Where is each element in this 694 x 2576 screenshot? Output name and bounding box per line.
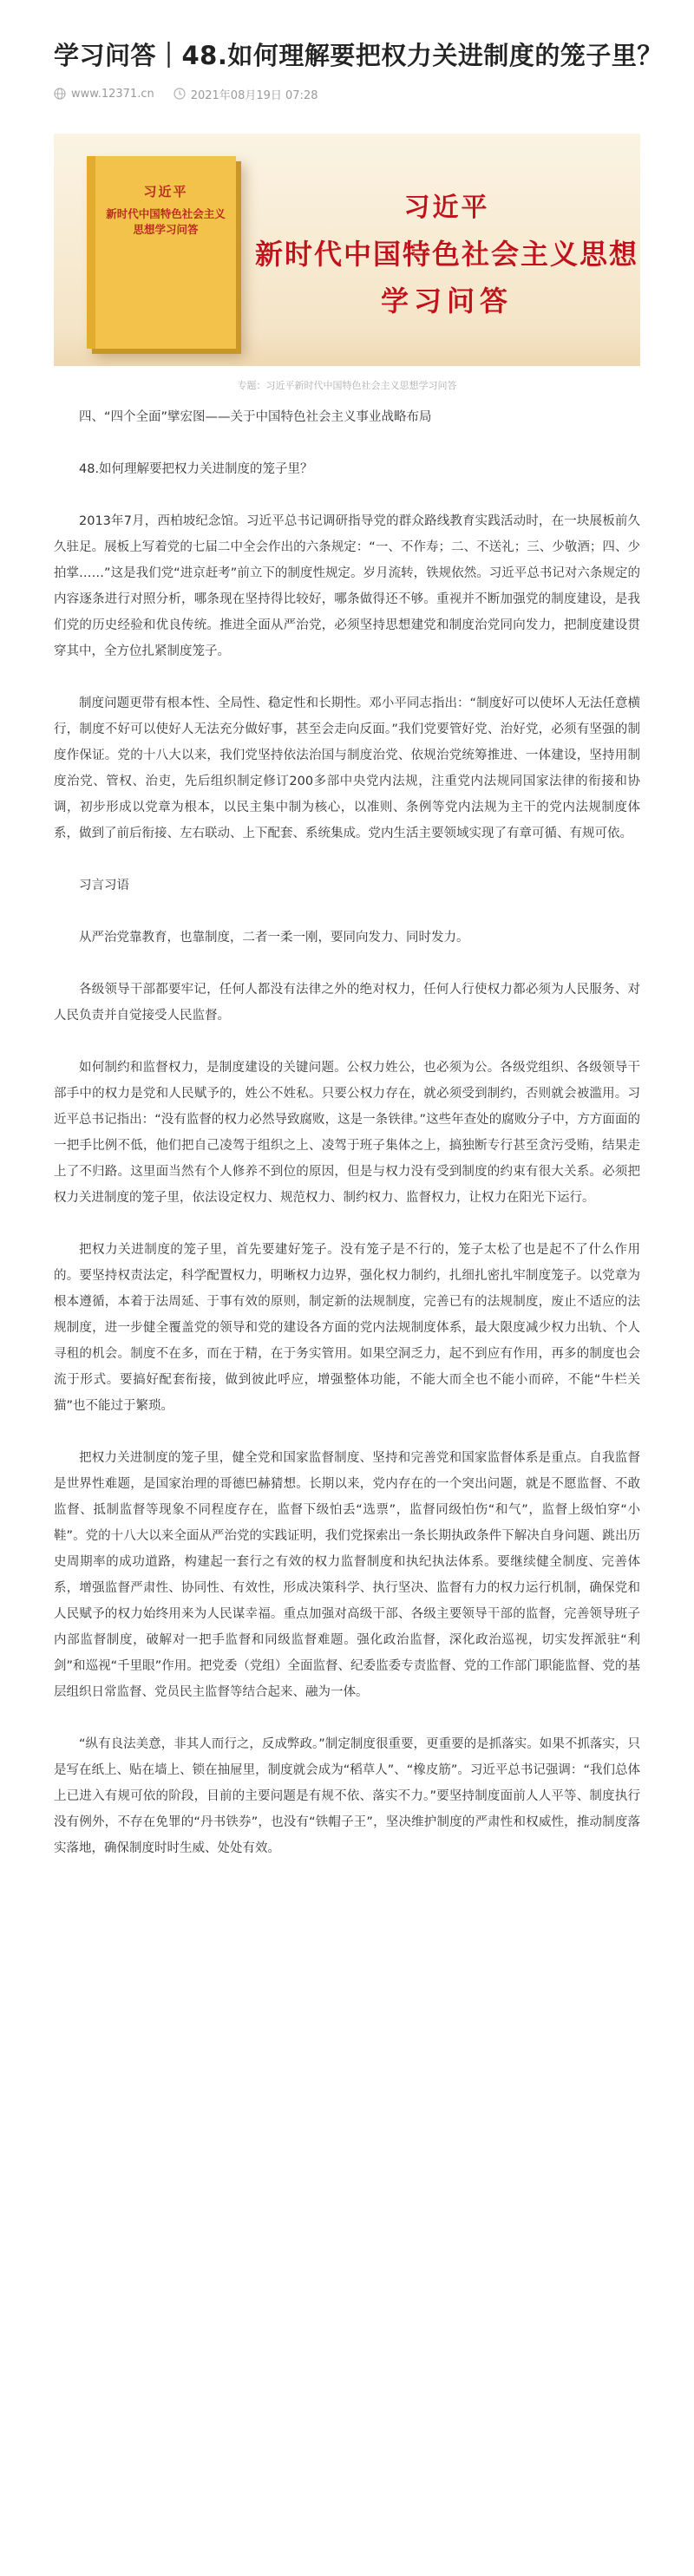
paragraph: 2013年7月，西柏坡纪念馆。习近平总书记调研指导党的群众路线教育实践活动时，在一块展板前久久驻足。展板上写着党的七届二中全会作出的六条规定：“一、不作寿；二、不送礼；三、少敬酒；四、少拍掌……”这是我们党“进京赶考”前立下的制度性规定。岁月流转，铁规依然。习近平总书记对六条规定的内容逐条进行对照分析，哪条现在坚持得比较好，哪条做得还不够。重视并不断加强党的制度建设，是我们党的历史经验和优良传统。推进全面从严治党，必须坚持思想建党和制度治党同向发力，把制度建设贯穿其中，全方位扎紧制度笼子。 <box>54 514 640 658</box>
banner-image <box>54 134 640 366</box>
book-author: 习近平 <box>143 184 188 199</box>
paragraph: 制度问题更带有根本性、全局性、稳定性和长期性。邓小平同志指出：“制度好可以使坏人无法任意横行，制度不好可以使好人无法充分做好事，甚至会走向反面。”我们党要管好党、治好党，必须有坚强的制度作保证。党的十八大以来，我们党坚持依法治国与制度治党、依规治党统筹推进、一体建设，坚持用制度治党、管权、治吏，先后组织制定修订200多部中央党内法规，注重党内法规同国家法律的衔接和协调，初步形成以党章为根本，以民主集中制为核心，以准则、条例等党内法规为主干的党内法规制度体系，做到了前后衔接、左右联动、上下配套、系统集成。党内生活主要领域实现了有章可循、有规可依。 <box>54 696 640 840</box>
page-title: 学习问答｜48.如何理解要把权力关进制度的笼子里？ <box>54 41 663 70</box>
banner-line-2: 新时代中国特色社会主义思想 <box>254 238 638 271</box>
source-link[interactable]: www.12371.cn <box>71 87 154 101</box>
subheading: 习言习语 <box>79 879 129 892</box>
paragraph: 如何制约和监督权力，是制度建设的关键问题。公权力姓公，也必须为公。各级党组织、各级领导干部手中的权力是党和人民赋予的，姓公不姓私。只要公权力存在，就必须受到制约，否则就会被滥用。习近平总书记指出：“没有监督的权力必然导致腐败，这是一条铁律。”这些年查处的腐败分子中，方方面面的一把手比例不低，他们把自己凌驾于组织之上、凌驾于班子集体之上，搞独断专行甚至贪污受贿，结果走上了不归路。这里面当然有个人修养不到位的原因，但是与权力没有受到制度的约束有很大关系。必须把权力关进制度的笼子里，依法设定权力、规范权力、制约权力、监督权力，让权力在阳光下运行。 <box>54 1061 640 1205</box>
section-heading: 四、“四个全面”擘宏图——关于中国特色社会主义事业战略布局 <box>79 410 432 424</box>
article-meta <box>54 85 640 102</box>
paragraph: 各级领导干部都要牢记，任何人都没有法律之外的绝对权力，任何人行使权力都必须为人民服务、对人民负责并自觉接受人民监督。 <box>54 983 640 1023</box>
paragraph: 把权力关进制度的笼子里，首先要建好笼子。没有笼子是不行的，笼子太松了也是起不了什么作用的。要坚持权责法定，科学配置权力，明晰权力边界，强化权力制约，扎细扎密扎牢制度笼子。以党章为根本遵循，本着于法周延、于事有效的原则，制定新的法规制度，完善已有的法规制度，废止不适应的法规制度，进一步健全覆盖党的领导和党的建设各方面的党内法规制度体系，最大限度减少权力出轨、个人寻租的机会。制度不在多，而在于精，在于务实管用。如果空洞乏力，起不到应有作用，再多的制度也会流于形式。要搞好配套衔接，做到彼此呼应，增强整体功能，不能大而全也不能小而碎，不能“牛栏关猫”也不能过于繁琐。 <box>54 1243 640 1413</box>
paragraph: “纵有良法美意，非其人而行之，反成弊政。”制定制度很重要，更重要的是抓落实。如果不抓落实，只是写在纸上、贴在墙上、锁在抽屉里，制度就会成为“稻草人”、“橡皮筋”。习近平总书记强调：“我们总体上已进入有规可依的阶段，目前的主要问题是有规不依、落实不力。”要坚持制度面前人人平等、制度执行没有例外，不存在免罪的“丹书铁券”，也没有“铁帽子王”，坚决维护制度的严肃性和权威性，推动制度落实落地，确保制度时时生威、处处有效。 <box>54 1737 640 1855</box>
quote: 从严治党靠教育，也靠制度，二者一柔一刚，要同向发力、同时发力。 <box>79 931 469 945</box>
paragraph: 把权力关进制度的笼子里，健全党和国家监督制度、坚持和完善党和国家监督体系是重点。自我监督是世界性难题，是国家治理的哥德巴赫猜想。长期以来，党内存在的一个突出问题，就是不愿监督、不敢监督、抵制监督等现象不同程度存在，监督下级怕丢“选票”，监督同级怕伤“和气”，监督上级怕穿“小鞋”。党的十八大以来全面从严治党的实践证明，我们党探索出一条长期执政条件下解决自身问题、跳出历史周期率的成功道路，构建起一套行之有效的权力监督制度和执纪执法体系。要继续健全制度、完善体系，增强监督严肃性、协同性、有效性，形成决策科学、执行坚决、监督有力的权力运行机制，确保党和人民赋予的权力始终用来为人民谋幸福。重点加强对高级干部、各级主要领导干部的监督，完善领导班子内部监督制度，破解对一把手监督和同级监督难题。强化政治监督，深化政治巡视，切实发挥派驻“利剑”和巡视“千里眼”作用。把党委（党组）全面监督、纪委监委专责监督、党的工作部门职能监督、党的基层组织日常监督、党员民主监督等结合起来、融为一体。 <box>54 1451 640 1699</box>
banner-caption[interactable]: 专题：习近平新时代中国特色社会主义思想学习问答 <box>237 380 457 391</box>
publish-datetime: 2021年08月19日 07:28 <box>190 88 318 102</box>
article-body <box>54 404 640 1861</box>
book-cover <box>87 156 236 349</box>
article-page <box>54 0 663 1861</box>
question-heading: 48.如何理解要把权力关进制度的笼子里？ <box>79 462 313 476</box>
banner-line-1: 习近平 <box>403 193 490 223</box>
banner-line-3: 学习问答 <box>380 284 513 317</box>
globe-icon <box>54 88 66 100</box>
clock-icon <box>174 88 186 100</box>
book-title: 新时代中国特色社会主义思想学习问答 <box>106 207 226 236</box>
